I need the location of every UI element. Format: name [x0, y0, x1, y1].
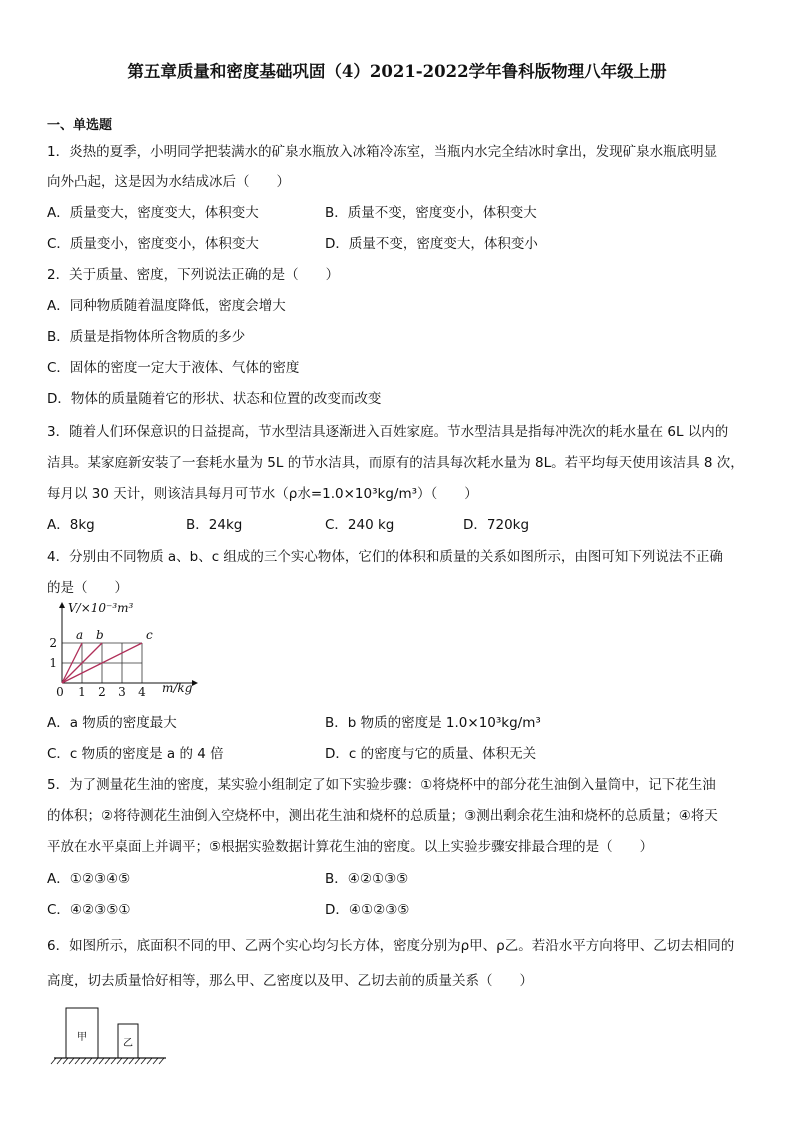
- q4-option-d: D．c 的密度与它的质量、体积无关: [325, 746, 537, 762]
- y-tick-label: 2: [49, 636, 57, 650]
- q4-option-b: B．b 物质的密度是 1.0×10³kg/m³: [325, 715, 541, 731]
- q1-stem-line: 向外凸起，这是因为水结成冰后（ ）: [47, 174, 290, 190]
- hatch-stroke: [159, 1058, 164, 1064]
- hatch-stroke: [87, 1058, 92, 1064]
- section-heading: 一、单选题: [47, 118, 113, 133]
- q3-stem-line: 洁具。某家庭新安装了一套耗水量为 5L 的节水洁具，而原有的洁具每次耗水量为 8L。若平均每天使用该洁具 8 次，: [47, 455, 744, 471]
- hatch-stroke: [111, 1058, 116, 1064]
- hatch-stroke: [75, 1058, 80, 1064]
- y-axis-arrow: [59, 602, 65, 608]
- q4-stem-line: 的是（ ）: [47, 580, 128, 596]
- x-tick-label: 2: [98, 685, 106, 699]
- hatch-stroke: [93, 1058, 98, 1064]
- x-tick-label: 4: [138, 685, 146, 699]
- hatch-stroke: [63, 1058, 68, 1064]
- q6-stem-line: 6．如图所示，底面积不同的甲、乙两个实心均匀长方体，密度分别为ρ甲、ρ乙。若沿水平方向将甲、乙切去相同的: [47, 938, 735, 954]
- series-label-a: a: [76, 628, 84, 642]
- q3-stem-line: 每月以 30 天计，则该洁具每月可节水（ρ水=1.0×10³kg/m³）（ ）: [47, 486, 478, 502]
- y-axis-label: V/×10⁻³m³: [68, 601, 134, 615]
- x-tick-label: 3: [118, 685, 126, 699]
- q3-stem-line: 3．随着人们环保意识的日益提高，节水型洁具逐渐进入百姓家庭。节水型洁具是指每冲洗次的耗水量在 6L 以内的: [47, 424, 729, 440]
- hatch-stroke: [141, 1058, 146, 1064]
- q5-option-a: A．①②③④⑤: [47, 871, 131, 887]
- q3-option-a: A．8kg: [47, 517, 95, 533]
- q4-option-a: A．a 物质的密度最大: [47, 715, 177, 731]
- hatch-stroke: [105, 1058, 110, 1064]
- hatch-stroke: [51, 1058, 56, 1064]
- q1-option-a: A．质量变大，密度变大，体积变大: [47, 205, 259, 221]
- block-yi-label: 乙: [123, 1038, 133, 1049]
- q3-option-b: B．24kg: [186, 517, 243, 533]
- hatch-stroke: [69, 1058, 74, 1064]
- x-axis-label: m/kg: [162, 681, 193, 695]
- hatch-stroke: [135, 1058, 140, 1064]
- q1-option-d: D．质量不变，密度变大，体积变小: [325, 236, 538, 252]
- q2-option-a: A．同种物质随着温度降低，密度会增大: [47, 298, 286, 314]
- x-tick-label: 1: [78, 685, 86, 699]
- series-label-c: c: [146, 628, 153, 642]
- block-jia-label: 甲: [77, 1032, 87, 1043]
- ground-hatching: [51, 1058, 164, 1064]
- q5-option-c: C．④②③⑤①: [47, 902, 131, 918]
- y-tick-label: 1: [49, 656, 57, 670]
- hatch-stroke: [81, 1058, 86, 1064]
- page-title: 第五章质量和密度基础巩固（4）2021-2022学年鲁科版物理八年级上册: [127, 62, 667, 81]
- q1-option-b: B．质量不变，密度变小，体积变大: [325, 205, 537, 221]
- series-label-b: b: [96, 628, 104, 642]
- q2-option-c: C．固体的密度一定大于液体、气体的密度: [47, 360, 300, 376]
- q2-option-d: D．物体的质量随着它的形状、状态和位置的改变而改变: [47, 391, 382, 407]
- q2-option-b: B．质量是指物体所含物质的多少: [47, 329, 246, 345]
- hatch-stroke: [123, 1058, 128, 1064]
- q2-stem-line: 2．关于质量、密度，下列说法正确的是（ ）: [47, 267, 340, 283]
- q5-stem-line: 5．为了测量花生油的密度，某实验小组制定了如下实验步骤：①将烧杯中的部分花生油倒入量筒中，记下花生油: [47, 777, 716, 793]
- q5-stem-line: 的体积；②将待测花生油倒入空烧杯中，测出花生油和烧杯的总质量；③测出剩余花生油和烧杯的总质量；④将天: [47, 808, 718, 824]
- q4-option-c: C．c 物质的密度是 a 的 4 倍: [47, 746, 224, 762]
- q1-option-c: C．质量变小，密度变小，体积变大: [47, 236, 259, 252]
- q6-stem-line: 高度，切去质量恰好相等，那么甲、乙密度以及甲、乙切去前的质量关系（ ）: [47, 973, 533, 989]
- hatch-stroke: [57, 1058, 62, 1064]
- q1-stem-line: 1．炎热的夏季，小明同学把装满水的矿泉水瓶放入冰箱冷冻室，当瓶内水完全结冰时拿出，发现矿泉水瓶底明显: [47, 144, 718, 160]
- q5-option-b: B．④②①③⑤: [325, 871, 409, 887]
- q3-option-c: C．240 kg: [325, 517, 395, 533]
- x-tick-label: 0: [56, 685, 64, 699]
- hatch-stroke: [99, 1058, 104, 1064]
- volume-mass-chart: [44, 600, 204, 699]
- hatch-stroke: [153, 1058, 158, 1064]
- hatch-stroke: [147, 1058, 152, 1064]
- q5-option-d: D．④①②③⑤: [325, 902, 410, 918]
- x-axis-arrow: [192, 680, 198, 686]
- hatch-stroke: [117, 1058, 122, 1064]
- q4-stem-line: 4．分别由不同物质 a、b、c 组成的三个实心物体，它们的体积和质量的关系如图所示，由图可知下列说法不正确: [47, 549, 723, 565]
- block-figure: [48, 1006, 178, 1066]
- q3-option-d: D．720kg: [463, 517, 530, 533]
- q5-stem-line: 平放在水平桌面上并调平；⑤根据实验数据计算花生油的密度。以上实验步骤安排最合理的是（ ）: [47, 839, 654, 855]
- hatch-stroke: [129, 1058, 134, 1064]
